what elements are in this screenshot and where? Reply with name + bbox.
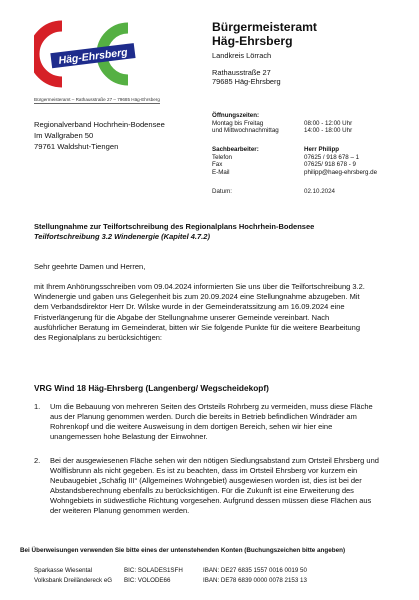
subject-line1: Stellungnahme zur Teilfortschreibung des Regionalplans Hochrhein-Bodensee <box>34 222 315 231</box>
hours-row-value: 14:00 - 18:00 Uhr <box>304 127 353 135</box>
logo-text: Häg-Ehrsberg <box>57 46 129 67</box>
contact-block <box>212 146 377 176</box>
list-item-number: 1. <box>34 402 41 411</box>
hours-row-label: und Mittwochnachmittag <box>212 127 279 135</box>
subject <box>34 222 404 241</box>
bank-name: Sparkasse Wiesental <box>34 567 93 574</box>
phone-number: 07625 / 918 678 – 1 <box>304 153 360 161</box>
date-label: Datum: <box>212 188 232 195</box>
list-item-text: Bei der ausgewiesenen Fläche sehen wir den nötigen Siedlungsabstand zum Ortsteil Ehrsberg und Wölflisbrunn als nicht gegeben. Es ist zu beachten, dass im Ortsteil Ehrsberg vor kurzem ein Neubaugebiet „Schäfig III“ (Allgemeines Wohngebiet) ausgewiesen worden ist, dies ist bei der Abstandsberechnung ebenfalls zu berücksichtigen. Für die Zukunft ist eine Erweiterung des Wohngebiets in südwestliche Richtung vorgesehen. Aufgrund dessen müssen diese Flächen aus der weiteren Planung genommen werden. <box>50 456 379 516</box>
contact-label: Fax <box>212 161 223 169</box>
bank-row <box>34 566 307 576</box>
list-item-text: Um die Bebauung von mehreren Seiten des Ortsteils Rohrberg zu vermeiden, muss diese Fläche aus der Planung genommen werden. Durch die bereits in Betrieb befindlichen Windräder am Rohrenkopf und die weitere Ausweisung in dem dortigen Bereich, sehen wir hier eine unangemessen hohe Belastung der Einwohner. <box>50 402 373 442</box>
date-block <box>212 188 335 196</box>
contact-label: E-Mail <box>212 168 230 176</box>
list-item-number: 2. <box>34 456 41 465</box>
contact-row-phone <box>212 154 377 162</box>
bank-bic: BIC: SOLADES1SFH <box>124 567 183 574</box>
bank-iban: IBAN: DE27 6835 1557 0016 0019 50 <box>203 567 307 574</box>
hours-row <box>212 120 352 128</box>
body-paragraph: mit Ihrem Anhörungsschreiben vom 09.04.2024 informierten Sie uns über die Teilfortschreibung 3.2. Windenergie und gaben uns Gelegenheit bis zum 20.09.2024 eine Stellungnahme abzugeben. Mit dem Verbandsdirektor Herr Dr. Wilske wurde in der Gemeinderatssitzung am 16.09.2024 eine Fristverlängerung für die Abgabe der Stellungnahme unserer Gemeinde vereinbart. Nach ausführlicher Beratung im Gemeinderat, bitten wir Sie folgende Punkte für die weitere Bearbeitung des Regionalplans zu berücksichtigen: <box>34 282 365 343</box>
recipient-line1: Regionalverband Hochrhein-Bodensee <box>34 120 165 129</box>
office-name-line1: Bürgermeisteramt <box>212 20 317 34</box>
office-city: 79685 Häg-Ehrsberg <box>212 77 281 87</box>
list-item <box>34 456 384 517</box>
sender-return-address: Bürgermeisteramt – Rathausstraße 27 – 79685 Häg-Ehrsberg <box>34 97 160 102</box>
office-address <box>212 68 412 87</box>
contact-label: Telefon <box>212 153 232 161</box>
hours-row <box>212 127 352 135</box>
opening-hours <box>212 112 352 135</box>
opening-hours-label: Öffnungszeiten: <box>212 112 260 119</box>
office-street: Rathausstraße 27 <box>212 68 271 77</box>
contact-row-fax <box>212 161 377 169</box>
bank-accounts <box>34 566 307 585</box>
bank-bic: BIC: VOLODE66 <box>124 576 171 584</box>
recipient-line2: Im Wallgraben 50 <box>34 131 94 140</box>
bank-row <box>34 576 307 586</box>
municipality-logo <box>34 20 154 92</box>
office-header <box>212 20 412 87</box>
subject-line2: Teilfortschreibung 3.2 Windenergie (Kapitel 4.7.2) <box>34 231 210 241</box>
salutation: Sehr geehrte Damen und Herren, <box>34 262 146 271</box>
recipient-line3: 79761 Waldshut-Tiengen <box>34 142 119 151</box>
bank-iban: IBAN: DE78 6839 0000 0078 2153 13 <box>203 576 307 584</box>
logo-graphic <box>34 20 154 92</box>
clerk-row <box>212 146 377 154</box>
clerk-label: Sachbearbeiter: <box>212 146 259 153</box>
section-heading: VRG Wind 18 Häg-Ehrsberg (Langenberg/ Wegscheidekopf) <box>34 383 269 393</box>
office-name-line2: Häg-Ehrsberg <box>212 34 293 48</box>
list-item <box>34 402 384 442</box>
clerk-name: Herr Philipp <box>304 146 340 153</box>
hours-row-label: Montag bis Freitag <box>212 119 264 127</box>
email-address[interactable]: philipp@haeg-ehrsberg.de <box>304 168 378 176</box>
recipient-address <box>34 119 165 152</box>
date-value: 02.10.2024 <box>304 188 335 195</box>
contact-row-email <box>212 169 377 177</box>
fax-number: 07625/ 918 678 - 9 <box>304 161 356 169</box>
office-district: Landkreis Lörrach <box>212 51 272 60</box>
bank-note: Bei Überweisungen verwenden Sie bitte eines der untenstehenden Konten (Buchungszeichen bitte angeben) <box>20 547 346 554</box>
bank-name: Volksbank Dreiländereck eG <box>34 576 113 584</box>
hours-row-value: 08:00 - 12:00 Uhr <box>304 119 353 127</box>
